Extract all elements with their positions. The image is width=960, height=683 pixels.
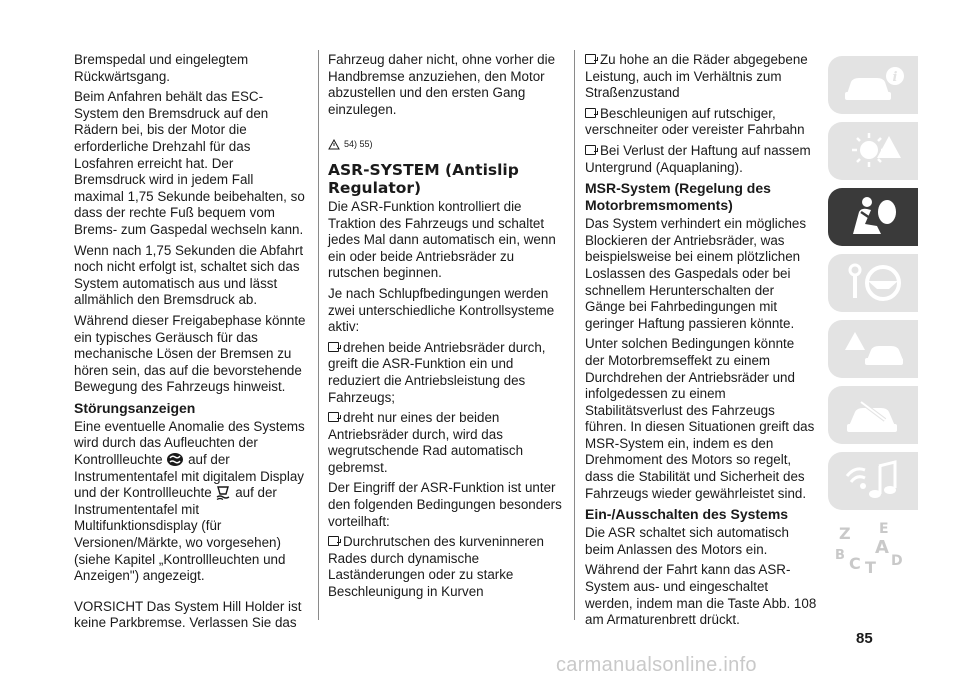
list-item [328, 534, 564, 600]
warning-refs: 54) 55) [344, 139, 373, 150]
bullet-icon [585, 145, 596, 155]
section-heading: Ein-/Ausschalten des Systems [585, 506, 789, 523]
warning-triangle-icon [328, 139, 340, 150]
svg-text:E: E [879, 521, 889, 537]
list-item [585, 143, 817, 176]
svg-text:T: T [865, 558, 876, 575]
paragraph: Wenn nach 1,75 Sekunden die Abfahrt noch nicht erfolgt ist, schaltet sich das System automatisch aus und lässt allmählich den Bremsdruck ab. [74, 242, 304, 308]
maintenance-icon [841, 394, 905, 436]
text-span: auf der Instrumententafel mit digitalem Display und der Kontrollleuchte [74, 452, 304, 501]
tab-index[interactable] [828, 518, 918, 576]
tab-car-info[interactable] [828, 56, 918, 114]
list-text: Bei Verlust der Haftung auf nassem Untergrund (Aquaplaning). [585, 142, 811, 175]
seat-airbag-icon [841, 194, 905, 240]
paragraph: Während der Fahrt kann das ASR-System aus- und eingeschaltet werden, indem man die Taste Abb. 108 am Armaturenbrett drückt. [585, 562, 817, 628]
list-item [585, 106, 817, 139]
multimedia-icon [841, 458, 905, 504]
tab-breakdown[interactable] [828, 320, 918, 378]
paragraph: Während dieser Freigabephase könnte ein typisches Geräusch für das mechanische Lösen der Bremsen zu hören sein, das auf die bevorstehende Bewegung des Fahrzeugs hinweist. [74, 312, 306, 395]
paragraph: Bremspedal und eingelegtem Rückwärtsgang. [74, 52, 249, 84]
section-heading: Störungsanzeigen [74, 399, 196, 416]
breakdown-icon [841, 328, 905, 370]
tab-warning-lights[interactable] [828, 122, 918, 180]
chapter-tabs [828, 56, 918, 584]
column-divider [574, 50, 575, 620]
text-span: auf der Instrumententafel mit Multifunktionsdisplay (für Versionen/Märkte, wo vorgesehen) (siehe Kapitel „Kontrollleuchten und Anzeigen") angezeigt. [74, 485, 286, 584]
list-item [585, 52, 817, 102]
paragraph: Beim Anfahren behält das ESC-System den Bremsdruck auf den Rädern bei, bis der Motor die erforderliche Drehzahl für das Losfahren erreicht hat. Der Bremsdruck wird in jedem Fall maximal 1,75 Sekunde beibehalten, so dass der rechte Fuß bequem vom Brems- zum Gaspedal wechseln kann. [74, 89, 305, 237]
tab-key-steering[interactable] [828, 254, 918, 312]
warning-lights-icon [841, 130, 905, 172]
svg-text:D: D [891, 553, 903, 569]
column-middle [328, 52, 564, 605]
list-text: Beschleunigen auf rutschiger, verschneiter oder vereister Fahrbahn [585, 105, 805, 138]
svg-text:i: i [892, 70, 898, 85]
paragraph [74, 419, 306, 585]
paragraph: Die ASR schaltet sich automatisch beim Anlassen des Motors ein. [585, 525, 789, 557]
tab-seat-airbag[interactable] [828, 188, 918, 246]
section-heading: MSR-System (Regelung des Motorbremsmoments) [585, 180, 771, 214]
index-icon [833, 519, 913, 575]
list-text: Durchrutschen des kurveninneren Rades durch dynamische Laständerungen oder zu starke Beschleunigung in Kurven [328, 534, 544, 600]
esc-warning-light-icon [166, 452, 184, 467]
column-right [585, 52, 817, 633]
bullet-icon [328, 342, 339, 352]
svg-text:Z: Z [839, 524, 851, 543]
bullet-icon [585, 54, 596, 64]
list-text: Zu hohe an die Räder abgegebene Leistung, auch im Verhältnis zum Straßenzustand [585, 52, 808, 101]
paragraph: Unter solchen Bedingungen könnte der Motorbremseffekt zu einem Durchdrehen der Antriebsräder und infolgedessen zu einem Stabilitätsverlust des Fahrzeugs führen. In diesen Situationen greift das MSR-System ein, indem es den Drehmoment des Motors so regelt, dass die Stabilität und Sicherheit des Fahrzeugs wieder gewährleistet sind. [585, 336, 815, 501]
paragraph: Der Eingriff der ASR-Funktion ist unter den folgenden Bedingungen besonders vorteilhaft: [328, 480, 562, 529]
column-left [74, 52, 306, 636]
list-item [328, 340, 564, 406]
tab-maintenance[interactable] [828, 386, 918, 444]
list-item [328, 410, 564, 476]
caution-paragraph: VORSICHT Das System Hill Holder ist keine Parkbremse. Verlassen Sie das [74, 598, 302, 631]
section-heading: ASR-SYSTEM (Antislip Regulator) [328, 160, 519, 197]
warning-references [328, 136, 564, 153]
bullet-icon [328, 412, 339, 422]
bullet-icon [328, 536, 339, 546]
key-steering-wheel-icon [841, 260, 905, 306]
svg-text:B: B [835, 548, 845, 563]
list-text: drehen beide Antriebsräder durch, greift die ASR-Funktion ein und reduziert die Antriebsleistung des Fahrzeugs; [328, 339, 546, 405]
paragraph: Je nach Schlupfbedingungen werden zwei unterschiedliche Kontrollsysteme aktiv: [328, 285, 555, 335]
bullet-icon [585, 108, 596, 118]
paragraph: Die ASR-Funktion kontrolliert die Traktion des Fahrzeugs und schaltet jedes Mal dann automatisch ein, wenn ein oder beide Antriebsräder zu rutschen beginnen. [328, 198, 556, 281]
page-number: 85 [856, 630, 873, 647]
text-span: Eine eventuelle Anomalie des Systems wird durch das Aufleuchten der Kontrollleuchte [74, 418, 305, 468]
svg-text:C: C [849, 554, 861, 573]
watermark: carmanualsonline.info [556, 654, 757, 676]
list-text: dreht nur eines der beiden Antriebsräder durch, wird das wegrutschende Rad automatisch gebremst. [328, 410, 524, 475]
paragraph: Fahrzeug daher nicht, ohne vorher die Handbremse anzuziehen, den Motor abzustellen und den ersten Gang einzulegen. [328, 52, 556, 117]
column-divider [318, 50, 319, 620]
svg-text:A: A [875, 537, 889, 558]
esc-warning-light-icon [215, 485, 231, 500]
paragraph: Das System verhindert ein mögliches Blockieren der Antriebsräder, was beispielsweise bei einem plötzlichen Loslassen des Gaspedals oder bei schnellem Herunterschalten der Gänge bei Fahrbedingungen mit geringer Haftung passieren könnte. [585, 216, 807, 331]
car-info-icon [841, 64, 905, 106]
tab-multimedia[interactable] [828, 452, 918, 510]
